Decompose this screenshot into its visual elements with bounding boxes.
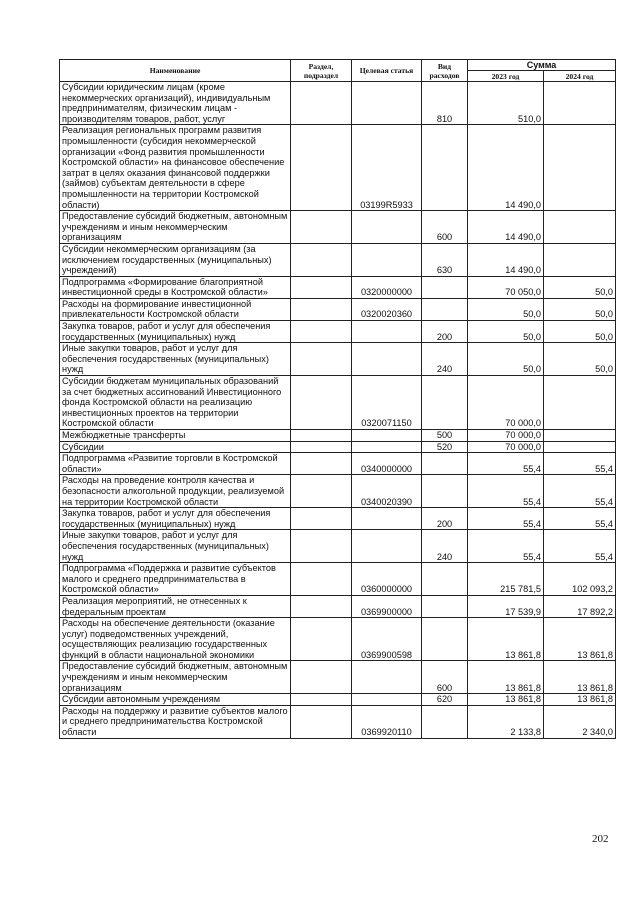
cell-code: 0340000000: [352, 453, 422, 475]
cell-y2023: 70 000,0: [468, 430, 544, 442]
cell-y2024: 55,4: [544, 453, 616, 475]
cell-y2023: 14 490,0: [468, 243, 544, 276]
cell-y2024: 50,0: [544, 343, 616, 376]
cell-type: 600: [422, 211, 468, 244]
cell-section: [291, 430, 352, 442]
cell-y2024: 55,4: [544, 530, 616, 563]
cell-y2024: 55,4: [544, 508, 616, 530]
cell-section: [291, 563, 352, 596]
cell-code: 0320020360: [352, 298, 422, 320]
cell-section: [291, 508, 352, 530]
cell-name: Субсидии: [60, 441, 291, 453]
cell-section: [291, 595, 352, 617]
table-row: [60, 475, 616, 508]
table-row: [60, 705, 616, 738]
cell-type: 810: [422, 82, 468, 125]
table-row: [60, 298, 616, 320]
cell-type: [422, 563, 468, 596]
cell-type: [422, 276, 468, 298]
cell-name: Иные закупки товаров, работ и услуг для обеспечения государственных (муниципальных) нужд: [60, 343, 291, 376]
cell-section: [291, 211, 352, 244]
table-row: [60, 530, 616, 563]
cell-type: 500: [422, 430, 468, 442]
cell-y2024: 17 892,2: [544, 595, 616, 617]
table-row: [60, 125, 616, 211]
cell-section: [291, 343, 352, 376]
cell-section: [291, 453, 352, 475]
cell-y2024: 50,0: [544, 298, 616, 320]
cell-y2023: 215 781,5: [468, 563, 544, 596]
table-row: [60, 430, 616, 442]
cell-name: Подпрограмма «Развитие торговли в Костромской области»: [60, 453, 291, 475]
cell-type: [422, 618, 468, 661]
cell-section: [291, 694, 352, 706]
cell-name: Межбюджетные трансферты: [60, 430, 291, 442]
table-row: [60, 694, 616, 706]
cell-code: [352, 508, 422, 530]
cell-name: Подпрограмма «Формирование благоприятной инвестиционной среды в Костромской области»: [60, 276, 291, 298]
cell-code: 0369900000: [352, 595, 422, 617]
cell-y2023: 13 861,8: [468, 694, 544, 706]
table-row: [60, 321, 616, 343]
cell-y2023: 13 861,8: [468, 618, 544, 661]
cell-y2023: 2 133,8: [468, 705, 544, 738]
cell-section: [291, 441, 352, 453]
cell-code: [352, 530, 422, 563]
cell-code: [352, 243, 422, 276]
cell-name: Субсидии некоммерческим организациям (за исключением государственных (муниципальных) учреждений): [60, 243, 291, 276]
cell-name: Закупка товаров, работ и услуг для обеспечения государственных (муниципальных) нужд: [60, 321, 291, 343]
table-row: [60, 243, 616, 276]
cell-section: [291, 618, 352, 661]
page-number: 202: [592, 833, 609, 845]
cell-code: [352, 321, 422, 343]
cell-name: Субсидии бюджетам муниципальных образований за счет бюджетных ассигнований Инвестиционного фонда Костромской области на реализацию инвестиционных проектов на территории Костромской области: [60, 376, 291, 430]
budget-table: [59, 59, 616, 739]
table-row: [60, 376, 616, 430]
cell-y2024: [544, 82, 616, 125]
cell-code: 0320071150: [352, 376, 422, 430]
table-row: [60, 661, 616, 694]
table-row: [60, 508, 616, 530]
cell-y2023: 510,0: [468, 82, 544, 125]
cell-type: 520: [422, 441, 468, 453]
header-year-2024: 2024 год: [544, 71, 616, 82]
cell-y2023: 50,0: [468, 321, 544, 343]
cell-name: Предоставление субсидий бюджетным, автономным учреждениям и иным некоммерческим организациям: [60, 661, 291, 694]
header-target: Целевая статья: [352, 60, 422, 82]
cell-y2024: [544, 441, 616, 453]
table-row: [60, 453, 616, 475]
cell-code: 0360000000: [352, 563, 422, 596]
cell-type: [422, 475, 468, 508]
cell-code: 0340020390: [352, 475, 422, 508]
cell-y2024: [544, 125, 616, 211]
cell-y2023: 55,4: [468, 453, 544, 475]
cell-y2023: 17 539,9: [468, 595, 544, 617]
cell-section: [291, 661, 352, 694]
header-name: Наименование: [60, 60, 291, 82]
cell-code: [352, 661, 422, 694]
cell-y2024: 2 340,0: [544, 705, 616, 738]
cell-code: [352, 343, 422, 376]
cell-name: Реализация региональных программ развития промышленности (субсидия некоммерческой организации «Фонд развития промышленности Костромской области» на финансовое обеспечение затрат в целях оказания финансовой поддержки (займов) субъектам деятельности в сфере промышленности на территории Костромской области): [60, 125, 291, 211]
cell-name: Субсидии автономным учреждениям: [60, 694, 291, 706]
table-row: [60, 618, 616, 661]
cell-y2024: [544, 430, 616, 442]
cell-code: 0369900598: [352, 618, 422, 661]
cell-type: [422, 705, 468, 738]
cell-y2023: 55,4: [468, 475, 544, 508]
cell-code: [352, 694, 422, 706]
cell-y2024: [544, 243, 616, 276]
cell-name: Расходы на формирование инвестиционной привлекательности Костромской области: [60, 298, 291, 320]
cell-section: [291, 125, 352, 211]
cell-y2023: 14 490,0: [468, 125, 544, 211]
cell-name: Предоставление субсидий бюджетным, автономным учреждениям и иным некоммерческим организациям: [60, 211, 291, 244]
cell-y2024: [544, 211, 616, 244]
table-body: [60, 82, 616, 739]
table-row: [60, 595, 616, 617]
cell-type: [422, 298, 468, 320]
cell-section: [291, 82, 352, 125]
header-section: Раздел, подраздел: [291, 60, 352, 82]
cell-name: Иные закупки товаров, работ и услуг для обеспечения государственных (муниципальных) нужд: [60, 530, 291, 563]
cell-name: Подпрограмма «Поддержка и развитие субъектов малого и среднего предпринимательства в Костромской области»: [60, 563, 291, 596]
cell-y2024: 55,4: [544, 475, 616, 508]
cell-y2024: 50,0: [544, 276, 616, 298]
cell-y2024: 102 093,2: [544, 563, 616, 596]
cell-y2024: 50,0: [544, 321, 616, 343]
cell-y2023: 70 000,0: [468, 376, 544, 430]
cell-code: 03199R5933: [352, 125, 422, 211]
header-expense-type: Вид расходов: [422, 60, 468, 82]
cell-name: Расходы на обеспечение деятельности (оказание услуг) подведомственных учреждений, осуществляющих реализацию государственных функций в области национальной экономики: [60, 618, 291, 661]
cell-code: 0369920110: [352, 705, 422, 738]
cell-section: [291, 475, 352, 508]
cell-type: [422, 376, 468, 430]
cell-section: [291, 298, 352, 320]
cell-name: Субсидии юридическим лицам (кроме некоммерческих организаций), индивидуальным предпринимателям, физическим лицам - производителям товаров, работ, услуг: [60, 82, 291, 125]
cell-section: [291, 243, 352, 276]
cell-y2023: 70 000,0: [468, 441, 544, 453]
cell-type: 200: [422, 508, 468, 530]
cell-code: [352, 430, 422, 442]
cell-type: 240: [422, 530, 468, 563]
cell-y2024: 13 861,8: [544, 694, 616, 706]
cell-y2023: 70 050,0: [468, 276, 544, 298]
cell-y2024: 13 861,8: [544, 618, 616, 661]
cell-type: [422, 125, 468, 211]
cell-section: [291, 376, 352, 430]
cell-y2023: 55,4: [468, 530, 544, 563]
cell-y2023: 50,0: [468, 343, 544, 376]
cell-code: 0320000000: [352, 276, 422, 298]
cell-name: Расходы на поддержку и развитие субъектов малого и среднего предпринимательства Костромской области: [60, 705, 291, 738]
header-year-2023: 2023 год: [468, 71, 544, 82]
cell-type: 630: [422, 243, 468, 276]
table-row: [60, 441, 616, 453]
table-row: [60, 276, 616, 298]
table-row: [60, 563, 616, 596]
cell-y2023: 50,0: [468, 298, 544, 320]
cell-name: Закупка товаров, работ и услуг для обеспечения государственных (муниципальных) нужд: [60, 508, 291, 530]
cell-type: 600: [422, 661, 468, 694]
cell-y2024: 13 861,8: [544, 661, 616, 694]
cell-code: [352, 441, 422, 453]
cell-y2023: 13 861,8: [468, 661, 544, 694]
cell-type: 200: [422, 321, 468, 343]
cell-section: [291, 705, 352, 738]
cell-section: [291, 321, 352, 343]
cell-name: Расходы на проведение контроля качества и безопасности алкогольной продукции, реализуемой на территории Костромской области: [60, 475, 291, 508]
cell-name: Реализация мероприятий, не отнесенных к федеральным проектам: [60, 595, 291, 617]
table-row: [60, 211, 616, 244]
cell-type: [422, 595, 468, 617]
table-row: [60, 82, 616, 125]
cell-y2023: 14 490,0: [468, 211, 544, 244]
table-header: [60, 60, 616, 82]
cell-y2024: [544, 376, 616, 430]
cell-type: 240: [422, 343, 468, 376]
cell-type: 620: [422, 694, 468, 706]
cell-type: [422, 453, 468, 475]
header-sum: Сумма: [468, 60, 616, 71]
cell-code: [352, 82, 422, 125]
cell-section: [291, 530, 352, 563]
cell-y2023: 55,4: [468, 508, 544, 530]
table-row: [60, 343, 616, 376]
cell-section: [291, 276, 352, 298]
cell-code: [352, 211, 422, 244]
